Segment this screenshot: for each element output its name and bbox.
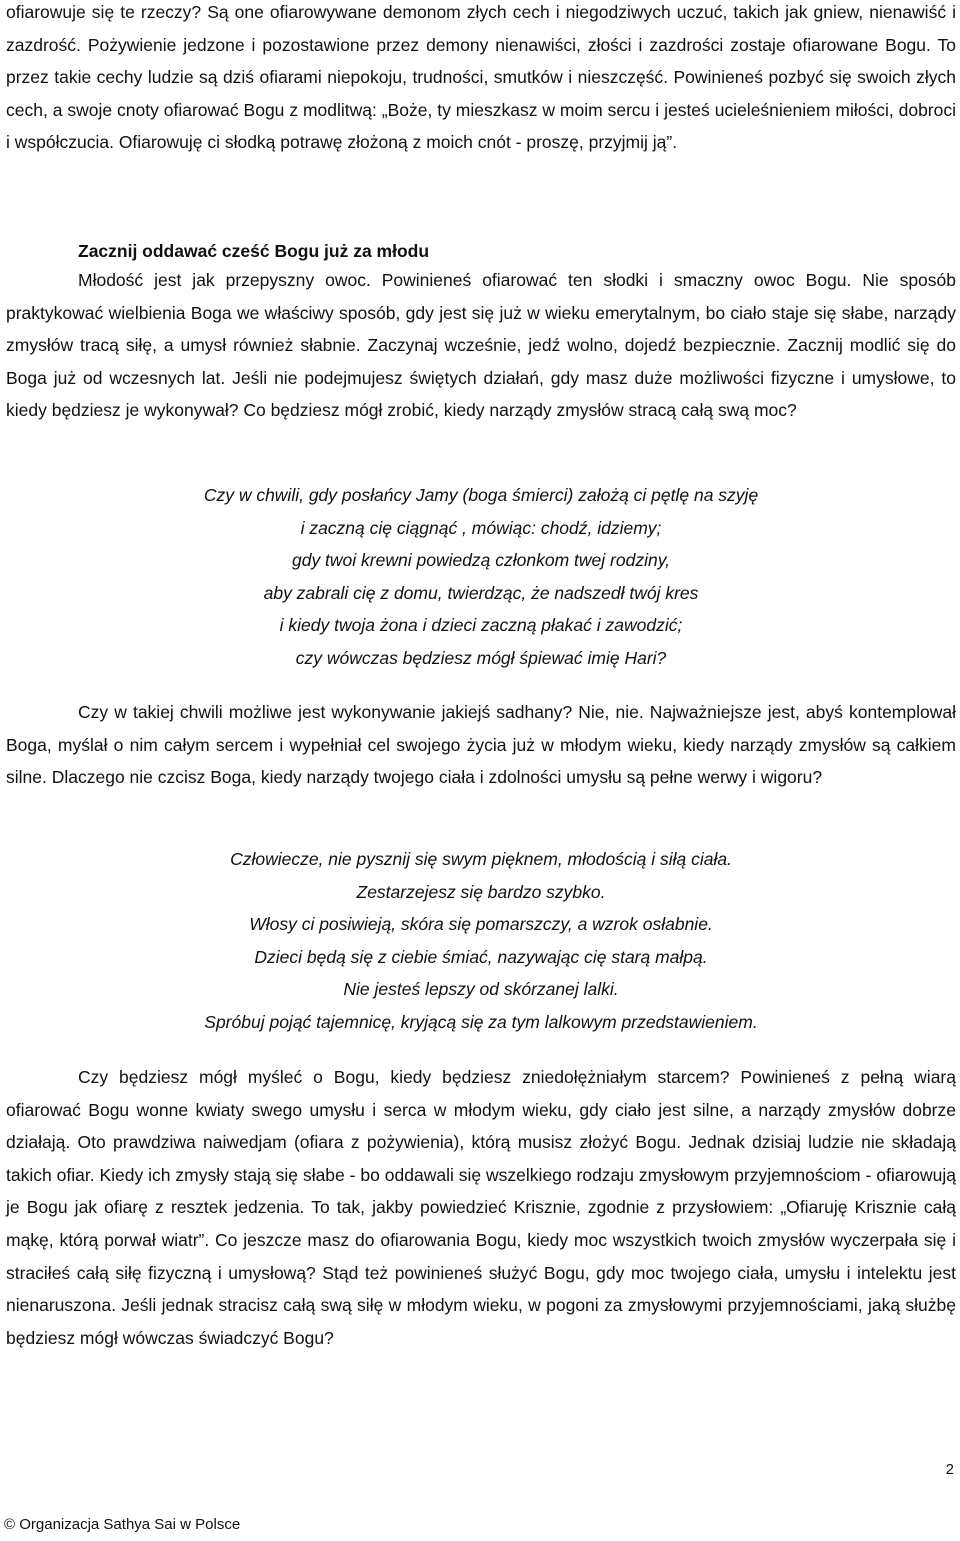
poem-line: Spróbuj pojąć tajemnicę, kryjącą się za tym lalkowym przedstawieniem. <box>204 1011 758 1032</box>
poem-line: czy wówczas będziesz mógł śpiewać imię Hari? <box>295 647 667 668</box>
page-number: 2 <box>945 1461 954 1478</box>
poem-line: Człowiecze, nie pysznij się swym pięknem, młodością i siłą ciała. <box>230 849 732 869</box>
poem-line: Czy w chwili, gdy posłańcy Jamy (boga śmierci) założą ci pętlę na szyję <box>203 485 759 505</box>
poem-line: Dzieci będą się z ciebie śmiać, nazywając cię starą małpą. <box>254 946 708 967</box>
poem-youth <box>6 843 956 1039</box>
poem-yama <box>6 479 956 675</box>
poem-line: Włosy ci posiwieją, skóra się pomarszczy, a wzrok osłabnie. <box>249 914 713 935</box>
poem-line: i zaczną cię ciągnąć , mówiąc: chodź, idziemy; <box>300 517 662 538</box>
paragraph-3: Czy w takiej chwili możliwe jest wykonywanie jakiejś sadhany? Nie, nie. Najważniejsze jest, abyś kontemplował Boga, myślał o nim całym sercem i wypełniał cel swojego życia już w młodym wieku, kiedy narządy zmysłów są całkiem silne. Dlaczego nie czcisz Boga, kiedy narządy twojego ciała i zdolności umysłu są pełne werwy i wigoru? <box>6 702 956 788</box>
poem-line: Zestarzejesz się bardzo szybko. <box>356 881 606 902</box>
footer-copyright: © Organizacja Sathya Sai w Polsce <box>4 1516 241 1533</box>
paragraph-4: Czy będziesz mógł myśleć o Bogu, kiedy będziesz zniedołężniałym starcem? Powinieneś z pełną wiarą ofiarować Bogu wonne kwiaty swego umysłu i serca w młodym wieku, gdy ciało jest silne, a narządy zmysłów dobrze działają. Oto prawdziwa naiwedjam (ofiara z pożywienia), którą musisz złożyć Bogu. Jednak dzisiaj ludzie nie składają takich ofiar. Kiedy ich zmysły stają się słabe - bo oddawali się wszelkiego rodzaju zmysłowym przyjemnościom - ofiarowują je Bogu jak ofiarę z resztek jedzenia. To tak, jakby powiedzieć Krisznie, zgodnie z przysłowiem: „Ofiaruję Krisznie całą mąkę, którą porwał wiatr”. Co jeszcze masz do ofiarowania Bogu, kiedy moc wszystkich twoich zmysłów wyczerpała się i straciłeś całą siłę fizyczną i umysłową? Stąd też powinieneś służyć Bogu, gdy moc twojego ciała, umysłu i intelektu jest nienaruszona. Jeśli jednak stracisz całą swą siłę w młodym wieku, w pogoni za zmysłowymi przyjemnościami, jaką służbę będziesz mógł wówczas świadczyć Bogu? <box>6 1067 956 1348</box>
poem-line: Nie jesteś lepszy od skórzanej lalki. <box>343 979 619 1000</box>
poem-line: i kiedy twoja żona i dzieci zaczną płakać i zawodzić; <box>279 615 683 636</box>
poem-line: aby zabrali cię z domu, twierdząc, że nadszedł twój kres <box>263 582 699 603</box>
paragraph-1: ofiarowuje się te rzeczy? Są one ofiarowywane demonom złych cech i niegodziwych uczuć, takich jak gniew, nienawiść i zazdrość. Pożywienie jedzone i pozostawione przez demony nienawiści, złości i zazdrości zostaje ofiarowane Bogu. To przez takie cechy ludzie są dziś ofiarami niepokoju, trudności, smutków i nieszczęść. Powinieneś pozbyć się swoich złych cech, a swoje cnoty ofiarować Bogu z modlitwą: „Boże, ty mieszkasz w moim sercu i jesteś ucieleśnieniem miłości, dobroci i współczucia. Ofiarowuję ci słodką potrawę złożoną z moich cnót - proszę, przyjmij ją”. <box>6 2 956 153</box>
paragraph-2: Młodość jest jak przepyszny owoc. Powinieneś ofiarować ten słodki i smaczny owoc Bogu. Nie sposób praktykować wielbienia Boga we właściwy sposób, gdy jest się już w wieku emerytalnym, bo ciało staje się słabe, narządy zmysłów tracą siłę, a umysł również słabnie. Zaczynaj wcześnie, jedź wolno, dojedź bezpiecznie. Zacznij modlić się do Boga już od wczesnych lat. Jeśli nie podejmujesz świętych działań, gdy masz duże możliwości fizyczne i umysłowe, to kiedy będziesz je wykonywał? Co będziesz mógł zrobić, kiedy narządy zmysłów stracą całą swą moc? <box>6 270 956 421</box>
poem-line: gdy twoi krewni powiedzą członkom twej rodziny, <box>291 550 671 571</box>
section-heading: Zacznij oddawać cześć Bogu już za młodu <box>78 241 430 261</box>
